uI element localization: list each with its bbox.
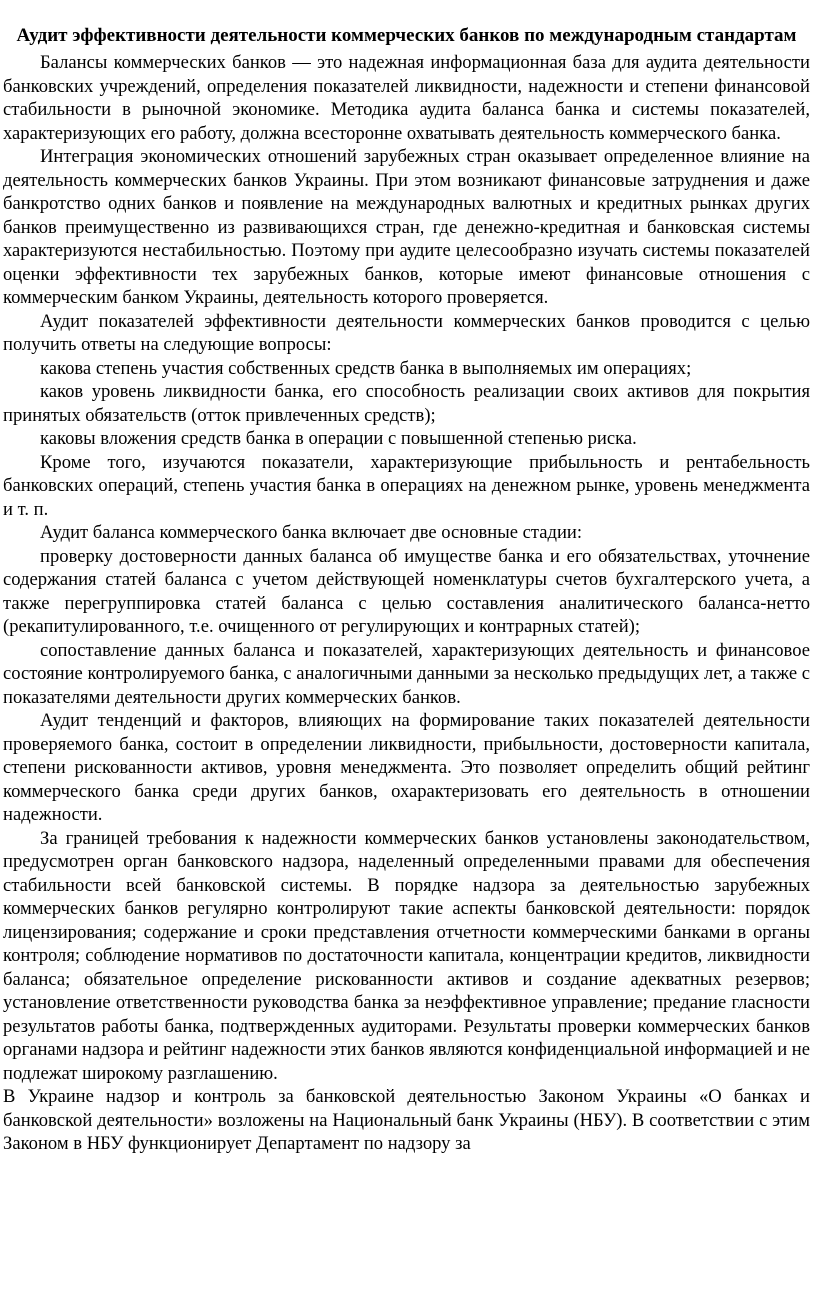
- paragraph-balances: Балансы коммерческих банков — это надежная информационная база для аудита деятельности банковских учреждений, определения показателей ликвидности, надежности и степени финансовой стабильности в рыночной экономике. Методика аудита баланса банка и системы показателей, характеризующих его работу, должна всесторонне охватывать деятельность коммерческого банка.: [3, 52, 810, 144]
- paragraph-stage-comparison: сопоставление данных баланса и показателей, характеризующих деятельность и финансовое состояние контролируемого банка, с аналогичными данными за несколько предыдущих лет, а также с показателями деятельности других коммерческих банков.: [3, 639, 810, 708]
- paragraph-ukraine-supervision: В Украине надзор и контроль за банковской деятельностью Законом Украины «О банках и банковской деятельности» возложены на Национальный банк Украины (НБУ). В соответствии с этим Законом в НБУ функционирует Департамент по надзору за: [3, 1086, 810, 1154]
- paragraph-trends-factors: Аудит тенденций и факторов, влияющих на формирование таких показателей деятельности проверяемого банка, состоит в определении ликвидности, прибыльности, достоверности капитала, степени рискованности активов, уровня менеджмента. Это позволяет определить общий рейтинг коммерческого банка среди других банков, охарактеризовать его деятельность в отношении надежности.: [3, 710, 810, 825]
- paragraph-question-own-funds: какова степень участия собственных средств банка в выполняемых им операциях;: [40, 357, 692, 379]
- document-title: Аудит эффективности деятельности коммерческих банков по международным стандартам: [16, 25, 797, 46]
- paragraph-profitability: Кроме того, изучаются показатели, характеризующие прибыльность и рентабельность банковских операций, степень участия банка в операциях на денежном рынке, уровень менеджмента и т. п.: [3, 451, 810, 520]
- paragraph-audit-stages-intro: Аудит баланса коммерческого банка включает две основные стадии:: [40, 522, 583, 543]
- paragraph-integration: Интеграция экономических отношений зарубежных стран оказывает определенное влияние на деятельность коммерческих банков Украины. При этом возникают финансовые затруднения и даже банкротство одних банков и появление на международных валютных и кредитных рынках других банков преимущественно из развивающихся стран, где денежно-кредитная и банковская системы характеризуются нестабильностью. Поэтому при аудите целесообразно изучать системы показателей оценки эффективности тех зарубежных банков, которые имеют финансовые отношения с коммерческим банком Украины, деятельность которого проверяется.: [3, 146, 810, 308]
- paragraph-audit-questions-intro: Аудит показателей эффективности деятельности коммерческих банков проводится с целью получить ответы на следующие вопросы:: [3, 310, 810, 355]
- paragraph-question-liquidity: каков уровень ликвидности банка, его способность реализации своих активов для покрытия принятых обязательств (отток привлеченных средств);: [3, 381, 810, 426]
- paragraph-foreign-supervision: За границей требования к надежности коммерческих банков установлены законодательством, предусмотрен орган банковского надзора, наделенный определенными правами для обеспечения стабильности всей банковской системы. В порядке надзора за деятельностью зарубежных коммерческих банков регулярно контролируют такие аспекты банковской деятельности: порядок лицензирования; содержание и сроки представления отчетности коммерческими банками в органы контроля; соблюдение нормативов по достаточности капитала, концентрации кредитов, ликвидности баланса; обязательное определение рискованности активов и создание адекватных резервов; установление ответственности руководства банка за неэффективное управление; предание гласности результатов работы банка, подтвержденных аудиторами. Результаты проверки коммерческих банков органами надзора и рейтинг надежности этих банков являются конфиденциальной информацией и не подлежат широкому разглашению.: [3, 827, 810, 1084]
- paragraph-question-risk: каковы вложения средств банка в операции с повышенной степенью риска.: [40, 428, 637, 449]
- document-body: [3, 51, 810, 1156]
- paragraph-stage-verification: проверку достоверности данных баланса об имуществе банка и его обязательствах, уточнение содержания статей баланса с учетом действующей номенклатуры счетов бухгалтерского учета, а также перегруппировка статей баланса с целью составления аналитического баланса-нетто (рекапитулированного, т.е. очищенного от регулирующих и контрарных статей);: [3, 545, 810, 637]
